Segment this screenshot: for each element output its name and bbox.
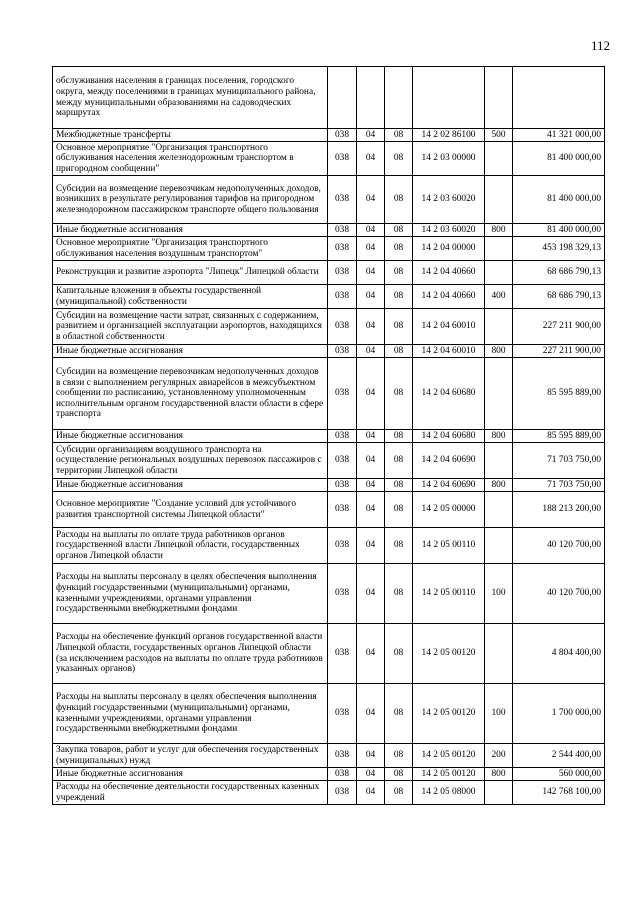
amount-cell: 68 686 790,13 [513,261,605,285]
budget-table-body [53,67,605,805]
table-row [53,237,605,261]
ministry-code-cell: 038 [328,492,357,528]
ministry-code-cell: 038 [328,744,357,768]
expense-name-cell: Расходы на обеспечение деятельности государственных казенных учреждений [53,781,328,805]
expense-type-cell [485,443,513,479]
target-article-cell: 14 2 03 60020 [413,224,485,237]
target-article-cell: 14 2 05 00110 [413,564,485,624]
amount-cell: 227 211 900,00 [513,345,605,358]
table-row [53,129,605,142]
expense-type-cell [485,237,513,261]
amount-cell: 4 804 400,00 [513,624,605,684]
subsection-code-cell: 08 [385,479,413,492]
expense-name-cell: Иные бюджетные ассигнования [53,768,328,781]
expense-name-cell: Субсидии организациям воздушного транспорта на осуществление региональных воздушных перевозок пассажиров с территории Липецкой области [53,443,328,479]
subsection-code-cell: 08 [385,768,413,781]
section-code-cell: 04 [357,285,385,309]
expense-type-cell: 100 [485,564,513,624]
ministry-code-cell: 038 [328,237,357,261]
expense-type-cell [485,781,513,805]
ministry-code-cell: 038 [328,345,357,358]
ministry-code-cell: 038 [328,129,357,142]
subsection-code-cell [385,67,413,129]
subsection-code-cell: 08 [385,285,413,309]
table-row [53,528,605,564]
section-code-cell: 04 [357,358,385,430]
subsection-code-cell: 08 [385,224,413,237]
subsection-code-cell: 08 [385,176,413,224]
section-code-cell: 04 [357,176,385,224]
amount-cell: 81 400 000,00 [513,176,605,224]
ministry-code-cell: 038 [328,624,357,684]
amount-cell: 188 213 200,00 [513,492,605,528]
section-code-cell: 04 [357,261,385,285]
target-article-cell: 14 2 04 60010 [413,345,485,358]
section-code-cell: 04 [357,309,385,345]
target-article-cell: 14 2 04 60680 [413,430,485,443]
expense-name-cell: Иные бюджетные ассигнования [53,430,328,443]
ministry-code-cell: 038 [328,358,357,430]
expense-name-cell: Капитальные вложения в объекты государственной (муниципальной) собственности [53,285,328,309]
expense-name-cell: Основное мероприятие "Организация транспортного обслуживания населения железнодорожным транспортом в пригородном сообщении" [53,142,328,176]
amount-cell: 1 700 000,00 [513,684,605,744]
table-row [53,345,605,358]
ministry-code-cell: 038 [328,564,357,624]
section-code-cell: 04 [357,345,385,358]
expense-type-cell: 500 [485,129,513,142]
section-code-cell: 04 [357,492,385,528]
amount-cell: 85 595 889,00 [513,430,605,443]
target-article-cell: 14 2 04 60680 [413,358,485,430]
table-row [53,309,605,345]
section-code-cell: 04 [357,224,385,237]
subsection-code-cell: 08 [385,309,413,345]
amount-cell: 453 198 329,13 [513,237,605,261]
section-code-cell: 04 [357,781,385,805]
amount-cell: 68 686 790,13 [513,285,605,309]
subsection-code-cell: 08 [385,744,413,768]
target-article-cell: 14 2 03 00000 [413,142,485,176]
budget-table [52,66,605,805]
amount-cell [513,67,605,129]
section-code-cell: 04 [357,744,385,768]
ministry-code-cell: 038 [328,443,357,479]
table-row [53,176,605,224]
ministry-code-cell: 038 [328,768,357,781]
subsection-code-cell: 08 [385,237,413,261]
section-code-cell: 04 [357,129,385,142]
subsection-code-cell: 08 [385,443,413,479]
subsection-code-cell: 08 [385,781,413,805]
ministry-code-cell: 038 [328,781,357,805]
expense-type-cell [485,142,513,176]
section-code-cell: 04 [357,430,385,443]
expense-name-cell: Субсидии на возмещение перевозчикам недополученных доходов, возникших в результате регулирования тарифов на пригородном железнодорожном пассажирском транспорте общего пользования [53,176,328,224]
expense-name-cell: Межбюджетные трансферты [53,129,328,142]
expense-name-cell: Субсидии на возмещение части затрат, связанных с содержанием, развитием и организацией эксплуатации аэропортов, находящихся в областной собственности [53,309,328,345]
subsection-code-cell: 08 [385,129,413,142]
table-row [53,358,605,430]
amount-cell: 81 400 000,00 [513,142,605,176]
subsection-code-cell: 08 [385,430,413,443]
section-code-cell: 04 [357,684,385,744]
expense-name-cell: Расходы на выплаты по оплате труда работников органов государственной власти Липецкой области, государственных органов Липецкой области [53,528,328,564]
section-code-cell [357,67,385,129]
expense-name-cell: Иные бюджетные ассигнования [53,224,328,237]
section-code-cell: 04 [357,142,385,176]
table-row [53,142,605,176]
table-row [53,744,605,768]
table-row [53,684,605,744]
expense-type-cell: 100 [485,684,513,744]
table-row [53,624,605,684]
section-code-cell: 04 [357,564,385,624]
target-article-cell: 14 2 05 00000 [413,492,485,528]
amount-cell: 142 768 100,00 [513,781,605,805]
subsection-code-cell: 08 [385,564,413,624]
target-article-cell: 14 2 04 40660 [413,261,485,285]
ministry-code-cell: 038 [328,142,357,176]
expense-type-cell [485,309,513,345]
subsection-code-cell: 08 [385,492,413,528]
target-article-cell: 14 2 05 00120 [413,684,485,744]
target-article-cell: 14 2 04 60690 [413,443,485,479]
table-row [53,224,605,237]
section-code-cell: 04 [357,528,385,564]
expense-type-cell: 800 [485,345,513,358]
target-article-cell: 14 2 05 00120 [413,624,485,684]
amount-cell: 560 000,00 [513,768,605,781]
amount-cell: 40 120 700,00 [513,528,605,564]
table-row [53,430,605,443]
target-article-cell: 14 2 02 86100 [413,129,485,142]
amount-cell: 40 120 700,00 [513,564,605,624]
amount-cell: 71 703 750,00 [513,443,605,479]
ministry-code-cell: 038 [328,176,357,224]
section-code-cell: 04 [357,624,385,684]
ministry-code-cell: 038 [328,224,357,237]
expense-name-cell: Реконструкция и развитие аэропорта "Липецк" Липецкой области [53,261,328,285]
target-article-cell: 14 2 05 00120 [413,768,485,781]
target-article-cell: 14 2 05 00110 [413,528,485,564]
subsection-code-cell: 08 [385,358,413,430]
target-article-cell: 14 2 05 00120 [413,744,485,768]
expense-type-cell [485,358,513,430]
target-article-cell: 14 2 04 60690 [413,479,485,492]
ministry-code-cell: 038 [328,285,357,309]
expense-type-cell [485,528,513,564]
table-row [53,492,605,528]
target-article-cell: 14 2 04 60010 [413,309,485,345]
target-article-cell [413,67,485,129]
expense-name-cell: Основное мероприятие "Создание условий для устойчивого развития транспортной системы Липецкой области" [53,492,328,528]
table-row [53,285,605,309]
expense-type-cell [485,492,513,528]
amount-cell: 71 703 750,00 [513,479,605,492]
target-article-cell: 14 2 04 40660 [413,285,485,309]
ministry-code-cell: 038 [328,479,357,492]
expense-type-cell: 800 [485,430,513,443]
expense-type-cell: 800 [485,479,513,492]
amount-cell: 2 544 400,00 [513,744,605,768]
subsection-code-cell: 08 [385,345,413,358]
expense-name-cell: Основное мероприятие "Организация транспортного обслуживания населения воздушным транспортом" [53,237,328,261]
table-row [53,67,605,129]
ministry-code-cell: 038 [328,528,357,564]
amount-cell: 227 211 900,00 [513,309,605,345]
table-row [53,564,605,624]
expense-type-cell [485,67,513,129]
expense-name-cell: Расходы на выплаты персоналу в целях обеспечения выполнения функций государственными (муниципальными) органами, казенными учреждениями, органами управления государственными внебюджетными фондами [53,684,328,744]
expense-name-cell: Субсидии на возмещение перевозчикам недополученных доходов в связи с выполнением регулярных авиарейсов в межсубъектном сообщении по расписанию, установленному уполномоченным исполнительным органом государственной власти области в сфере транспорта [53,358,328,430]
expense-name-cell: обслуживания населения в границах поселения, городского округа, между поселениями в границах муниципального района, между муниципальными образованиями на садоводческих маршрутах [53,67,328,129]
table-row [53,443,605,479]
section-code-cell: 04 [357,768,385,781]
subsection-code-cell: 08 [385,684,413,744]
subsection-code-cell: 08 [385,624,413,684]
expense-name-cell: Иные бюджетные ассигнования [53,345,328,358]
expense-name-cell: Иные бюджетные ассигнования [53,479,328,492]
expense-name-cell: Расходы на обеспечение функций органов государственной власти Липецкой области, государственных органов Липецкой области (за исключением расходов на выплаты по оплате труда работников указанных органов) [53,624,328,684]
target-article-cell: 14 2 03 60020 [413,176,485,224]
expense-name-cell: Закупка товаров, работ и услуг для обеспечения государственных (муниципальных) нужд [53,744,328,768]
subsection-code-cell: 08 [385,142,413,176]
ministry-code-cell: 038 [328,684,357,744]
expense-type-cell: 200 [485,744,513,768]
page-number: 112 [590,38,610,53]
ministry-code-cell: 038 [328,309,357,345]
table-row [53,768,605,781]
expense-type-cell: 800 [485,224,513,237]
expense-type-cell [485,261,513,285]
table-row [53,479,605,492]
target-article-cell: 14 2 05 08000 [413,781,485,805]
ministry-code-cell: 038 [328,430,357,443]
expense-type-cell [485,176,513,224]
ministry-code-cell: 038 [328,261,357,285]
subsection-code-cell: 08 [385,528,413,564]
section-code-cell: 04 [357,237,385,261]
expense-type-cell: 800 [485,768,513,781]
ministry-code-cell [328,67,357,129]
section-code-cell: 04 [357,479,385,492]
amount-cell: 81 400 000,00 [513,224,605,237]
expense-type-cell: 400 [485,285,513,309]
target-article-cell: 14 2 04 00000 [413,237,485,261]
expense-name-cell: Расходы на выплаты персоналу в целях обеспечения выполнения функций государственными (муниципальными) органами, казенными учреждениями, органами управления государственными внебюджетными фондами [53,564,328,624]
amount-cell: 41 321 000,00 [513,129,605,142]
subsection-code-cell: 08 [385,261,413,285]
table-row [53,261,605,285]
expense-type-cell [485,624,513,684]
amount-cell: 85 595 889,00 [513,358,605,430]
table-row [53,781,605,805]
section-code-cell: 04 [357,443,385,479]
